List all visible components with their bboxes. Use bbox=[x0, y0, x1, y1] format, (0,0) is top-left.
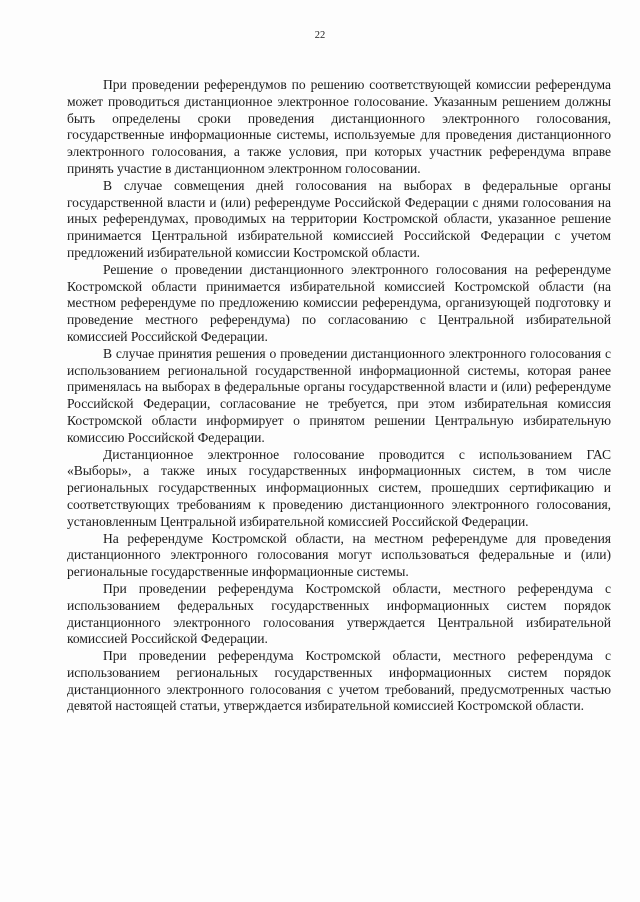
paragraph-2: В случае совмещения дней голосования на выборах в федеральные органы государственной власти и (или) референдуме Российской Федерации с днями голосования на иных референдумах, проводимых на территории Костромской области, указанное решение принимается Центральной избирательной комиссией Российской Федерации с учетом предложений избирательной комиссии Костромской области. bbox=[67, 177, 611, 260]
paragraph-3: Решение о проведении дистанционного электронного голосования на референдуме Костромской области принимается избирательной комиссией Костромской области (на местном референдуме по предложению комиссии референдума, организующей подготовку и проведение местного референдума) по согласованию с Центральной избирательной комиссией Российской Федерации. bbox=[67, 261, 611, 344]
paragraph-7: При проведении референдума Костромской области, местного референдума с использованием федеральных государственных информационных систем порядок дистанционного электронного голосования утверждается Центральной избирательной комиссией Российской Федерации. bbox=[67, 580, 611, 647]
paragraph-4: В случае принятия решения о проведении дистанционного электронного голосования с использованием региональной государственной информационной системы, которая ранее применялась на выборах в федеральные органы государственной власти и (или) референдуме Российской Федерации, согласование не требуется, при этом избирательная комиссия Костромской области информирует о принятом решении Центральную избирательную комиссию Российской Федерации. bbox=[67, 345, 611, 445]
paragraph-6: На референдуме Костромской области, на местном референдуме для проведения дистанционного электронного голосования могут использоваться федеральные и (или) региональные государственные информационные системы. bbox=[67, 530, 611, 580]
page-number: 22 bbox=[314, 30, 326, 41]
paragraph-1: При проведении референдумов по решению соответствующей комиссии референдума может проводиться дистанционное электронное голосование. Указанным решением должны быть определены сроки проведения дистанционного электронного голосования, государственные информационные системы, используемые для проведения дистанционного электронного голосования, а также условия, при которых участник референдума вправе принять участие в дистанционном электронном голосовании. bbox=[67, 77, 611, 176]
paragraph-5: Дистанционное электронное голосование проводится с использованием ГАС «Выборы», а также иных государственных информационных систем, в том числе региональных государственных информационных систем, прошедших сертификацию и соответствующих требованиям к проведению дистанционного электронного голосования, установленным Центральной избирательной комиссией Российской Федерации. bbox=[67, 446, 611, 529]
paragraph-8: При проведении референдума Костромской области, местного референдума с использованием региональных государственных информационных систем порядок дистанционного электронного голосования с учетом требований, предусмотренных частью девятой настоящей статьи, утверждается избирательной комиссией Костромской области. bbox=[67, 648, 611, 714]
document-body bbox=[67, 77, 611, 715]
